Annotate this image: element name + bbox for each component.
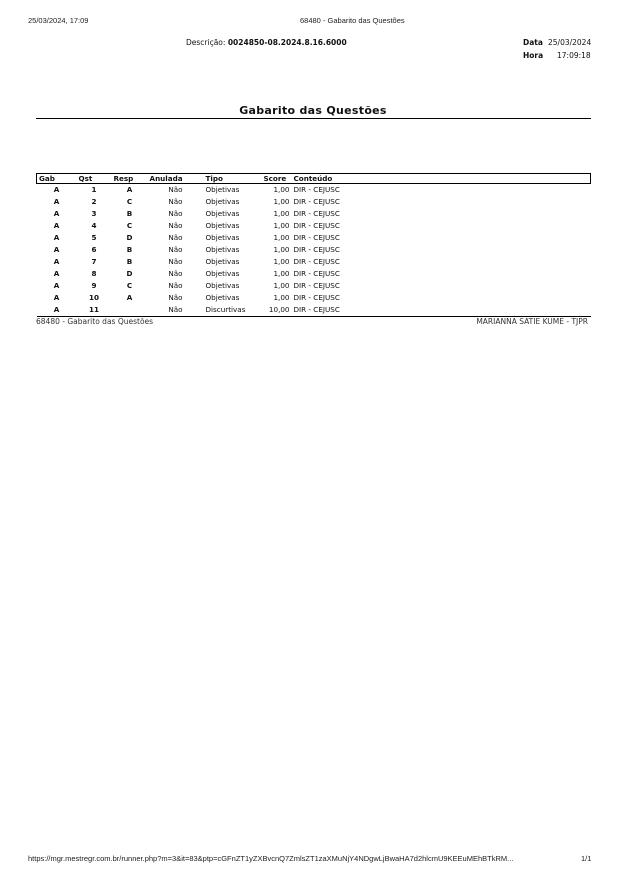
cell-gab: A xyxy=(53,197,60,206)
cell-conteudo: DIR - CEJUSC xyxy=(293,209,340,218)
cell-anulada: Não xyxy=(168,221,183,230)
table-row xyxy=(37,184,591,197)
cell-anulada: Não xyxy=(168,281,183,290)
cell-tipo: Objetivas xyxy=(205,185,240,194)
cell-score: 1,00 xyxy=(273,209,290,218)
cell-tipo: Objetivas xyxy=(205,233,240,242)
cell-gab: A xyxy=(37,304,77,317)
cell-qst: 7 xyxy=(91,257,97,266)
col-gab: Gab xyxy=(37,174,77,184)
cell-qst: 11 xyxy=(77,304,112,317)
table-row xyxy=(37,256,591,268)
cell-resp: C xyxy=(126,281,133,290)
cell-anulada: Não xyxy=(168,233,183,242)
cell-resp: D xyxy=(126,269,133,278)
cell-gab: A xyxy=(53,269,60,278)
descricao-row xyxy=(186,38,347,47)
cell-gab: A xyxy=(53,233,60,242)
col-qst: Qst xyxy=(77,174,112,184)
cell-tipo: Discurtivas xyxy=(204,304,262,317)
table-row xyxy=(37,268,591,280)
data-value: 25/03/2024 xyxy=(548,38,592,47)
col-anulada: Anulada xyxy=(148,174,204,184)
cell-qst: 9 xyxy=(91,281,97,290)
table-row xyxy=(37,244,591,256)
cell-anulada: Não xyxy=(168,293,183,302)
answers-table xyxy=(36,173,591,317)
print-page-title: 68480 - Gabarito das Questões xyxy=(300,16,405,25)
cell-tipo: Objetivas xyxy=(205,293,240,302)
cell-anulada: Não xyxy=(168,185,183,194)
print-datetime: 25/03/2024, 17:09 xyxy=(28,16,89,25)
data-label: Data xyxy=(523,38,543,47)
cell-resp: B xyxy=(126,257,133,266)
cell-score: 1,00 xyxy=(273,257,290,266)
col-conteudo: Conteúdo xyxy=(292,174,591,184)
cell-tipo: Objetivas xyxy=(205,269,240,278)
table-row xyxy=(37,208,591,220)
cell-anulada: Não xyxy=(148,304,204,317)
cell-score: 1,00 xyxy=(273,269,290,278)
cell-score: 1,00 xyxy=(273,221,290,230)
cell-score: 10,00 xyxy=(262,304,292,317)
cell-resp xyxy=(112,304,148,317)
cell-score: 1,00 xyxy=(273,233,290,242)
cell-tipo: Objetivas xyxy=(205,221,240,230)
cell-conteudo: DIR - CEJUSC xyxy=(293,245,340,254)
cell-qst: 10 xyxy=(88,293,99,302)
table-row xyxy=(37,280,591,292)
cell-anulada: Não xyxy=(168,257,183,266)
page-title: Gabarito das Questões xyxy=(239,104,387,117)
cell-resp: B xyxy=(126,245,133,254)
cell-resp: A xyxy=(126,293,133,302)
hora-label: Hora xyxy=(523,51,544,60)
table-row xyxy=(37,220,591,232)
cell-tipo: Objetivas xyxy=(205,245,240,254)
cell-resp: B xyxy=(126,209,133,218)
cell-qst: 4 xyxy=(91,221,97,230)
cell-tipo: Objetivas xyxy=(205,281,240,290)
cell-score: 1,00 xyxy=(273,281,290,290)
footer-left: 68480 - Gabarito das Questões xyxy=(36,317,154,326)
cell-gab: A xyxy=(53,209,60,218)
cell-conteudo: DIR - CEJUSC xyxy=(293,185,340,194)
cell-score: 1,00 xyxy=(273,197,290,206)
col-tipo: Tipo xyxy=(204,174,262,184)
table-row xyxy=(37,196,591,208)
cell-gab: A xyxy=(53,257,60,266)
print-page-count: 1/1 xyxy=(581,854,592,863)
cell-qst: 8 xyxy=(91,269,97,278)
table-header-row xyxy=(37,174,591,184)
cell-score: 1,00 xyxy=(273,293,290,302)
cell-tipo: Objetivas xyxy=(205,197,240,206)
cell-conteudo: DIR - CEJUSC xyxy=(293,233,340,242)
cell-gab: A xyxy=(53,185,60,194)
cell-conteudo: DIR - CEJUSC xyxy=(292,304,591,317)
cell-resp: A xyxy=(126,185,133,194)
cell-qst: 3 xyxy=(91,209,97,218)
descricao-label: Descrição: xyxy=(186,38,226,47)
cell-qst: 2 xyxy=(91,197,97,206)
table-row xyxy=(37,292,591,304)
cell-qst: 5 xyxy=(91,233,97,242)
cell-conteudo: DIR - CEJUSC xyxy=(293,257,340,266)
table-row xyxy=(37,304,591,317)
cell-gab: A xyxy=(53,293,60,302)
hora-value: 17:09:18 xyxy=(557,51,591,60)
cell-score: 1,00 xyxy=(273,185,290,194)
cell-resp: C xyxy=(126,197,133,206)
cell-tipo: Objetivas xyxy=(205,257,240,266)
cell-resp: C xyxy=(126,221,133,230)
descricao-value: 0024850-08.2024.8.16.6000 xyxy=(227,38,347,47)
col-resp: Resp xyxy=(112,174,148,184)
cell-score: 1,00 xyxy=(273,245,290,254)
col-score: Score xyxy=(262,174,292,184)
table-row xyxy=(37,232,591,244)
print-url: https://mgr.mestregr.com.br/runner.php?m=3&it=83&ptp=cGFnZT1yZXBvcnQ7ZmlsZT1zaXMuNjY4NDgwLjBwaHA7d2hlcmU9KEEuMEhBTkRM... xyxy=(28,854,514,863)
cell-resp: D xyxy=(126,233,133,242)
cell-gab: A xyxy=(53,281,60,290)
cell-conteudo: DIR - CEJUSC xyxy=(293,293,340,302)
cell-tipo: Objetivas xyxy=(205,209,240,218)
cell-conteudo: DIR - CEJUSC xyxy=(293,281,340,290)
cell-conteudo: DIR - CEJUSC xyxy=(293,221,340,230)
cell-anulada: Não xyxy=(168,245,183,254)
cell-anulada: Não xyxy=(168,209,183,218)
cell-conteudo: DIR - CEJUSC xyxy=(293,197,340,206)
cell-gab: A xyxy=(53,221,60,230)
cell-qst: 1 xyxy=(91,185,97,194)
footer-right: MARIANNA SATIE KUME - TJPR xyxy=(476,317,588,326)
cell-anulada: Não xyxy=(168,197,183,206)
title-divider xyxy=(36,118,591,119)
cell-conteudo: DIR - CEJUSC xyxy=(293,269,340,278)
cell-gab: A xyxy=(53,245,60,254)
cell-qst: 6 xyxy=(91,245,97,254)
cell-anulada: Não xyxy=(168,269,183,278)
